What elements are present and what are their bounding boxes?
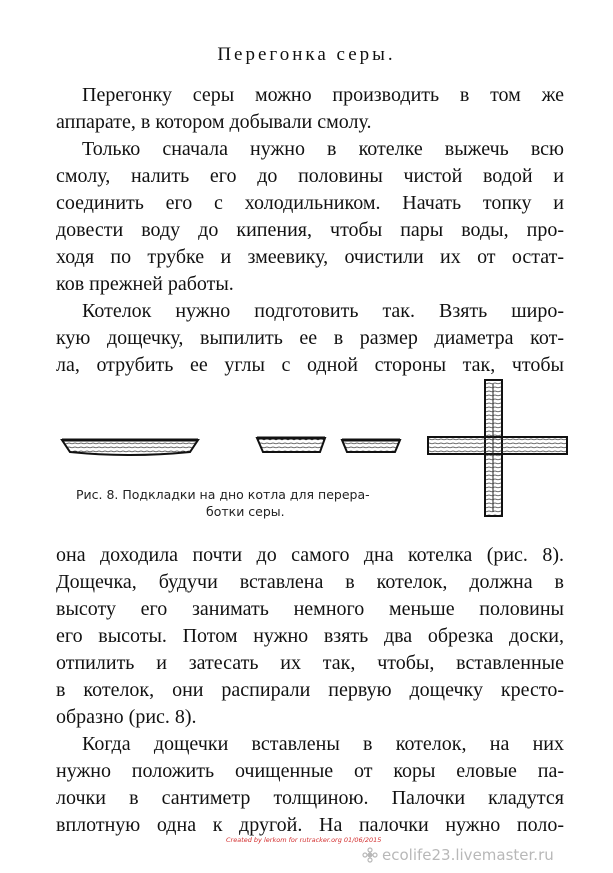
text-line: ков прежней работы.	[56, 273, 234, 295]
board-cross	[428, 380, 567, 516]
text-line: Только сначала нужно в котелке выжечь всю	[82, 138, 564, 160]
text-line: нужно положить очищенные от коры еловые па-	[56, 760, 564, 782]
text-block-bottom	[56, 542, 564, 839]
text-line: Котелок нужно подготовить так. Взять широ-	[82, 300, 564, 322]
board-piece-right	[342, 440, 400, 452]
flower-icon	[362, 847, 378, 863]
text-line: довести воду до кипения, чтобы пары воды, про-	[56, 219, 564, 241]
text-line: Перегонку серы можно производить в том же	[82, 84, 564, 106]
figure-caption	[76, 486, 416, 520]
credit-text: Created by lerkom for rutracker.org 01/06/2015	[226, 836, 382, 844]
text-line: соединить его с холодильником. Начать топку и	[56, 192, 564, 214]
watermark-text: ecolife23.livemaster.ru	[382, 846, 554, 864]
text-line: лочки в сантиметр толщиною. Палочки кладутся	[56, 787, 564, 809]
text-line: аппарате, в котором добывали смолу.	[56, 111, 372, 133]
text-line: в котелок, они распирали первую дощечку кресто-	[56, 679, 564, 701]
text-line: кую дощечку, выпилить ее в размер диаметра кот-	[56, 327, 564, 349]
caption-line: ботки серы.	[206, 504, 285, 519]
board-wide	[62, 440, 198, 455]
text-line: его высоты. Потом нужно взять два обрезка доски,	[56, 625, 564, 647]
text-line: Когда дощечки вставлены в котелок, на них	[82, 733, 564, 755]
watermark	[362, 846, 554, 864]
text-block-top	[56, 82, 564, 379]
board-piece-left	[257, 438, 325, 452]
text-line: образно (рис. 8).	[56, 706, 197, 728]
text-line: высоту его занимать немного меньше половины	[56, 598, 564, 620]
text-line: Дощечка, будучи вставлена в котелок, должна в	[56, 571, 564, 593]
page-title: Перегонка серы.	[217, 44, 396, 65]
text-line: она доходила почти до самого дна котелка (рис. 8).	[56, 544, 564, 566]
text-line: вплотную одна к другой. На палочки нужно поло-	[56, 814, 564, 836]
text-line: ла, отрубить ее углы с одной стороны так, чтобы	[56, 354, 564, 376]
caption-line: Рис. 8. Подкладки на дно котла для перера-	[76, 487, 370, 502]
text-line: ходя по трубке и змеевику, очистили их от остат-	[56, 246, 564, 268]
text-line: смолу, налить его до половины чистой водой и	[56, 165, 564, 187]
text-line: отпилить и затесать их так, чтобы, вставленные	[56, 652, 564, 674]
